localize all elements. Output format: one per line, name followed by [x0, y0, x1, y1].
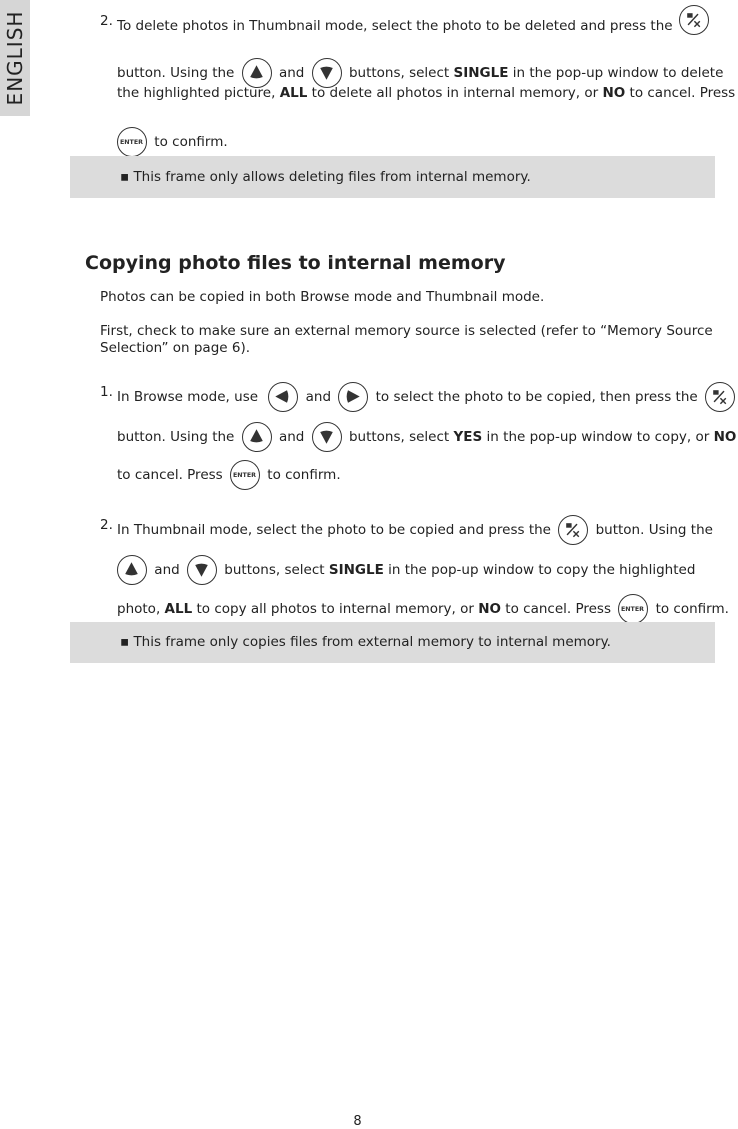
text-line: ENTER to confirm. — [117, 127, 228, 157]
note-box — [70, 622, 715, 663]
intro-paragraph: Photos can be copied in both Browse mode and Thumbnail mode. — [100, 289, 545, 305]
paragraph-line: First, check to make sure an external memory source is selected (refer to “Memory Source — [100, 323, 713, 339]
note-text: ▪ This frame only copies files from external memory to internal memory. — [120, 634, 611, 650]
note-text: ▪ This frame only allows deleting files from internal memory. — [120, 169, 531, 185]
language-tab-label: ENGLISH — [3, 10, 27, 106]
page-number: 8 — [353, 1114, 362, 1129]
note-box — [70, 156, 715, 198]
text-line: and buttons, select SINGLE in the pop-up window to copy the highlighted — [117, 555, 695, 585]
text-line: In Thumbnail mode, select the photo to be copied and press the button. Using the — [117, 515, 713, 545]
text-line: button. Using the and buttons, select YES in the pop-up window to copy, or NO — [117, 422, 736, 452]
step-number: 2. — [100, 13, 113, 29]
svg-text:ENTER: ENTER — [621, 606, 645, 614]
enter-button-icon — [618, 594, 648, 624]
text-line: button. Using the and buttons, select SINGLE in the pop-up window to delete — [117, 58, 723, 88]
enter-button-icon — [230, 460, 260, 490]
enter-button-icon — [117, 127, 147, 157]
text-line: To delete photos in Thumbnail mode, select the photo to be deleted and press the — [117, 11, 712, 41]
language-tab — [0, 0, 30, 116]
section-title: Copying photo files to internal memory — [85, 252, 506, 274]
delete-button-icon — [558, 515, 588, 545]
delete-button-icon — [679, 5, 709, 35]
up-arrow-button-icon — [117, 555, 147, 585]
paragraph-line: Selection” on page 6). — [100, 340, 251, 356]
text-line: photo, ALL to copy all photos to internal memory, or NO to cancel. Press ENTER to confirm. — [117, 594, 729, 624]
delete-button-icon — [705, 382, 735, 412]
text-line: to cancel. Press ENTER to confirm. — [117, 460, 341, 490]
up-arrow-button-icon — [242, 422, 272, 452]
svg-text:ENTER: ENTER — [119, 139, 144, 147]
down-arrow-button-icon — [312, 422, 342, 452]
left-arrow-button-icon — [268, 382, 298, 412]
svg-text:ENTER: ENTER — [232, 472, 256, 480]
down-arrow-button-icon — [187, 555, 217, 585]
step-number: 1. — [100, 384, 113, 400]
text-line: In Browse mode, use and to select the photo to be copied, then press the — [117, 382, 738, 412]
step-number: 2. — [100, 517, 113, 533]
right-arrow-button-icon — [338, 382, 368, 412]
text-line: the highlighted picture, ALL to delete all photos in internal memory, or NO to cancel. Press — [117, 85, 736, 101]
